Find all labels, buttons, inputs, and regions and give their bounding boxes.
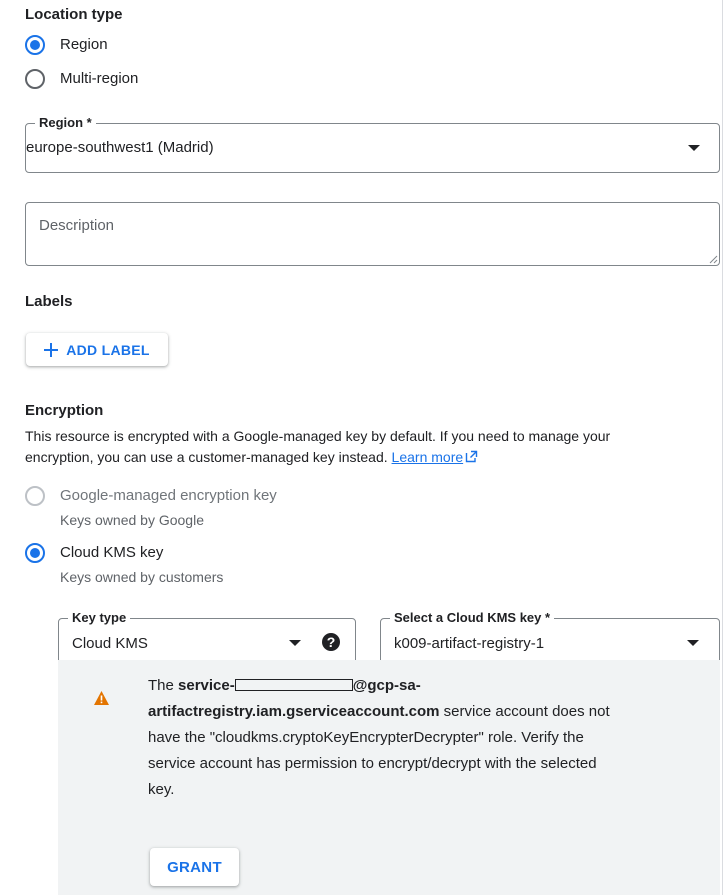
radio-google-managed-sublabel: Keys owned by Google — [60, 512, 204, 528]
grant-button[interactable] — [150, 848, 239, 886]
cloud-kms-key-select-value: k009-artifact-registry-1 — [394, 635, 545, 652]
help-icon[interactable] — [321, 632, 341, 652]
grant-button-text: GRANT — [167, 858, 222, 876]
learn-more-link[interactable] — [392, 449, 464, 465]
panel-right-border — [722, 0, 723, 895]
resize-handle-icon[interactable] — [709, 255, 718, 264]
encryption-description — [25, 426, 720, 468]
radio-region[interactable] — [25, 33, 225, 57]
warning-prefix: The — [148, 677, 179, 694]
radio-cloud-kms-indicator[interactable] — [25, 543, 45, 563]
region-select[interactable] — [25, 115, 720, 173]
location-type-heading: Location type — [25, 6, 123, 23]
radio-google-managed-indicator — [25, 486, 45, 506]
key-type-select-value: Cloud KMS — [72, 635, 148, 652]
add-label-button[interactable] — [26, 333, 168, 366]
warning-message — [148, 673, 708, 803]
service-account-domain: artifactregistry.iam.gserviceaccount.com — [148, 703, 440, 720]
radio-region-label: Region — [60, 36, 108, 53]
warning-icon — [93, 690, 110, 706]
dropdown-caret-icon — [688, 145, 700, 151]
service-account-prefix: service- — [178, 677, 235, 694]
warning-line4: service account has permission to encrypt/decrypt with the selected — [148, 755, 597, 772]
radio-cloud-kms-label: Cloud KMS key — [60, 544, 164, 561]
labels-heading: Labels — [25, 293, 73, 310]
encryption-description-line2-wrap — [25, 447, 720, 468]
encryption-heading: Encryption — [25, 402, 104, 419]
radio-cloud-kms-sublabel: Keys owned by customers — [60, 569, 224, 585]
radio-google-managed-label: Google-managed encryption key — [60, 487, 277, 504]
region-select-value: europe-southwest1 (Madrid) — [26, 139, 214, 156]
permission-warning-panel — [58, 660, 720, 895]
description-placeholder: Description — [39, 217, 115, 234]
external-link-icon[interactable] — [465, 450, 478, 463]
warning-line1 — [148, 673, 708, 699]
radio-cloud-kms-key[interactable] — [25, 541, 425, 587]
warning-line2-rest: service account does not — [439, 703, 610, 720]
dropdown-caret-icon — [687, 640, 699, 646]
cloud-kms-key-select-label: Select a Cloud KMS key * — [390, 610, 554, 626]
warning-line2 — [148, 699, 708, 725]
key-type-select-label: Key type — [68, 610, 130, 626]
radio-multi-region-indicator[interactable] — [25, 69, 45, 89]
encryption-description-line2: encryption, you can use a customer-managed key instead. — [25, 449, 388, 465]
plus-icon — [44, 343, 58, 357]
radio-region-indicator[interactable] — [25, 35, 45, 55]
redacted-project-number — [235, 679, 353, 691]
dropdown-caret-icon — [289, 640, 301, 646]
radio-google-managed-key — [25, 484, 425, 530]
warning-line3: have the "cloudkms.cryptoKeyEncrypterDecrypter" role. Verify the — [148, 729, 584, 746]
warning-line5: key. — [148, 781, 175, 798]
learn-more-link-text: Learn more — [391, 449, 464, 465]
add-label-button-text: ADD LABEL — [66, 341, 150, 358]
svg-text:?: ? — [326, 634, 336, 650]
encryption-description-line1: This resource is encrypted with a Google-managed key by default. If you need to manage your — [25, 428, 611, 444]
radio-multi-region-label: Multi-region — [60, 70, 139, 87]
description-textarea[interactable] — [25, 202, 720, 266]
region-select-label: Region * — [35, 115, 96, 131]
service-account-suffix: @gcp-sa- — [352, 677, 421, 694]
radio-multi-region[interactable] — [25, 67, 225, 91]
